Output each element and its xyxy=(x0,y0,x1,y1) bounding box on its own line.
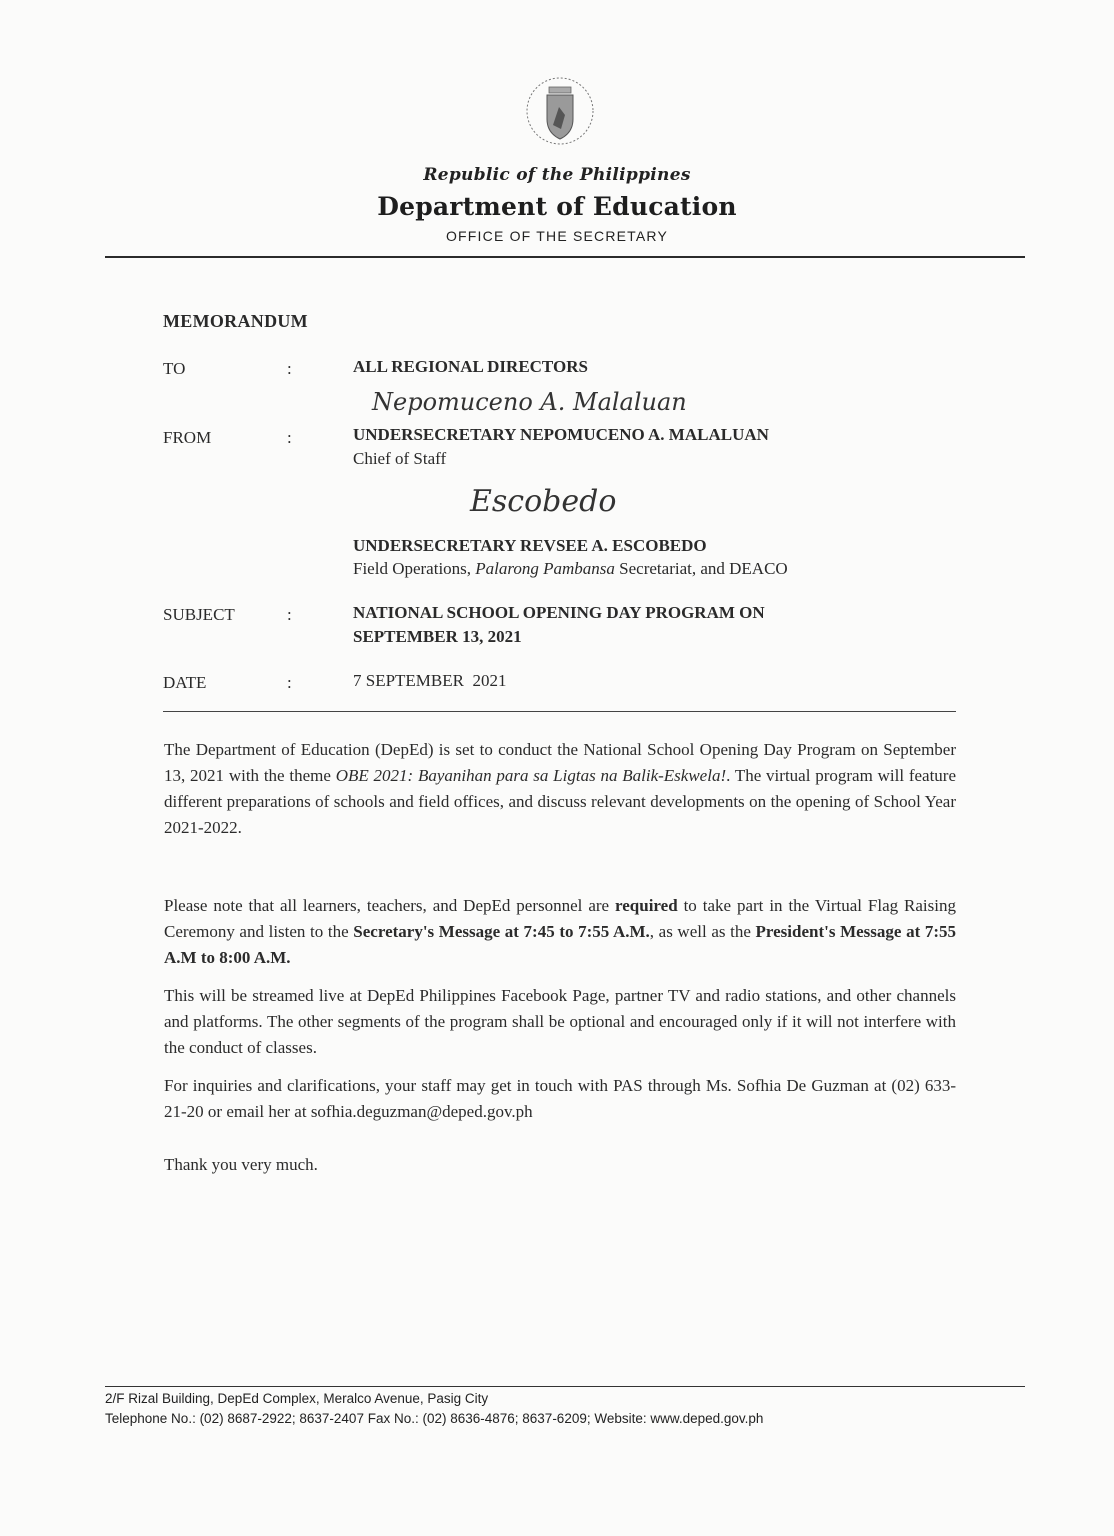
paragraph-4: For inquiries and clarifications, your staff may get in touch with PAS through Ms. Sofhia De Guzman at (02) 633-21-20 or email her at sofhia.deguzman@deped.gov.ph xyxy=(164,1076,956,1121)
subject-line-1: NATIONAL SCHOOL OPENING DAY PROGRAM ON xyxy=(353,603,765,622)
to-label: TO xyxy=(163,359,186,378)
closing-line: Thank you very much. xyxy=(164,1155,318,1174)
paragraph-3: This will be streamed live at DepEd Philippines Facebook Page, partner TV and radio stations, and other channels and platforms. The other segments of the program shall be optional and encouraged only if it will not interfere with the conduct of classes. xyxy=(164,986,956,1057)
memo-title: MEMORANDUM xyxy=(163,311,308,331)
office-heading: OFFICE OF THE SECRETARY xyxy=(445,228,669,244)
letterhead-divider xyxy=(105,256,1025,258)
paragraph-2: Please note that all learners, teachers, and DepEd personnel are required to take part in the Virtual Flag Raising Ceremony and listen to the Secretary's Message at 7:45 to 7:55 A.M., as well as the President's Message at 7:55 A.M to 8:00 A.M. xyxy=(164,896,957,967)
date-colon: : xyxy=(287,673,292,692)
header-divider xyxy=(163,711,956,712)
to-value: ALL REGIONAL DIRECTORS xyxy=(353,357,588,376)
from-title-2: Field Operations, Palarong Pambansa Secretariat, and DEACO xyxy=(353,559,788,578)
email-link[interactable]: sofhia.deguzman@deped.gov.ph xyxy=(310,1102,533,1121)
from-name-2: UNDERSECRETARY REVSEE A. ESCOBEDO xyxy=(353,536,707,555)
subject-line-2: SEPTEMBER 13, 2021 xyxy=(353,627,522,646)
department-heading: Department of Education xyxy=(377,192,737,221)
subject-label: SUBJECT xyxy=(163,605,235,624)
to-colon: : xyxy=(287,359,292,378)
signature-malaluan: Nepomuceno A. Malaluan xyxy=(372,388,687,416)
paragraph-1: The Department of Education (DepEd) is set to conduct the National School Opening Day Program on September 13, 2021 with the theme OBE 2021: Bayanihan para sa Ligtas na Balik-Eskwela!. The virtual program will feature different preparations of schools and field offices, and discuss relevant developments on the opening of School Year 2021-2022. xyxy=(164,740,956,837)
deped-seal-icon xyxy=(525,75,595,151)
from-colon: : xyxy=(287,428,292,447)
date-value: 7 SEPTEMBER 2021 xyxy=(353,671,507,690)
from-title-1: Chief of Staff xyxy=(353,449,447,468)
from-label: FROM xyxy=(163,428,212,447)
subject-colon: : xyxy=(287,605,292,624)
footer-contact: Telephone No.: (02) 8687-2922; 8637-2407 Fax No.: (02) 8636-4876; 8637-6209; Website: www.deped.gov.ph xyxy=(105,1411,764,1426)
republic-heading: Republic of the Philippines xyxy=(423,165,691,185)
date-label: DATE xyxy=(163,673,207,692)
footer-divider xyxy=(105,1386,1025,1387)
signature-escobedo: Escobedo xyxy=(470,484,617,519)
from-name-1: UNDERSECRETARY NEPOMUCENO A. MALALUAN xyxy=(353,425,769,444)
footer-address: 2/F Rizal Building, DepEd Complex, Meralco Avenue, Pasig City xyxy=(105,1391,489,1406)
